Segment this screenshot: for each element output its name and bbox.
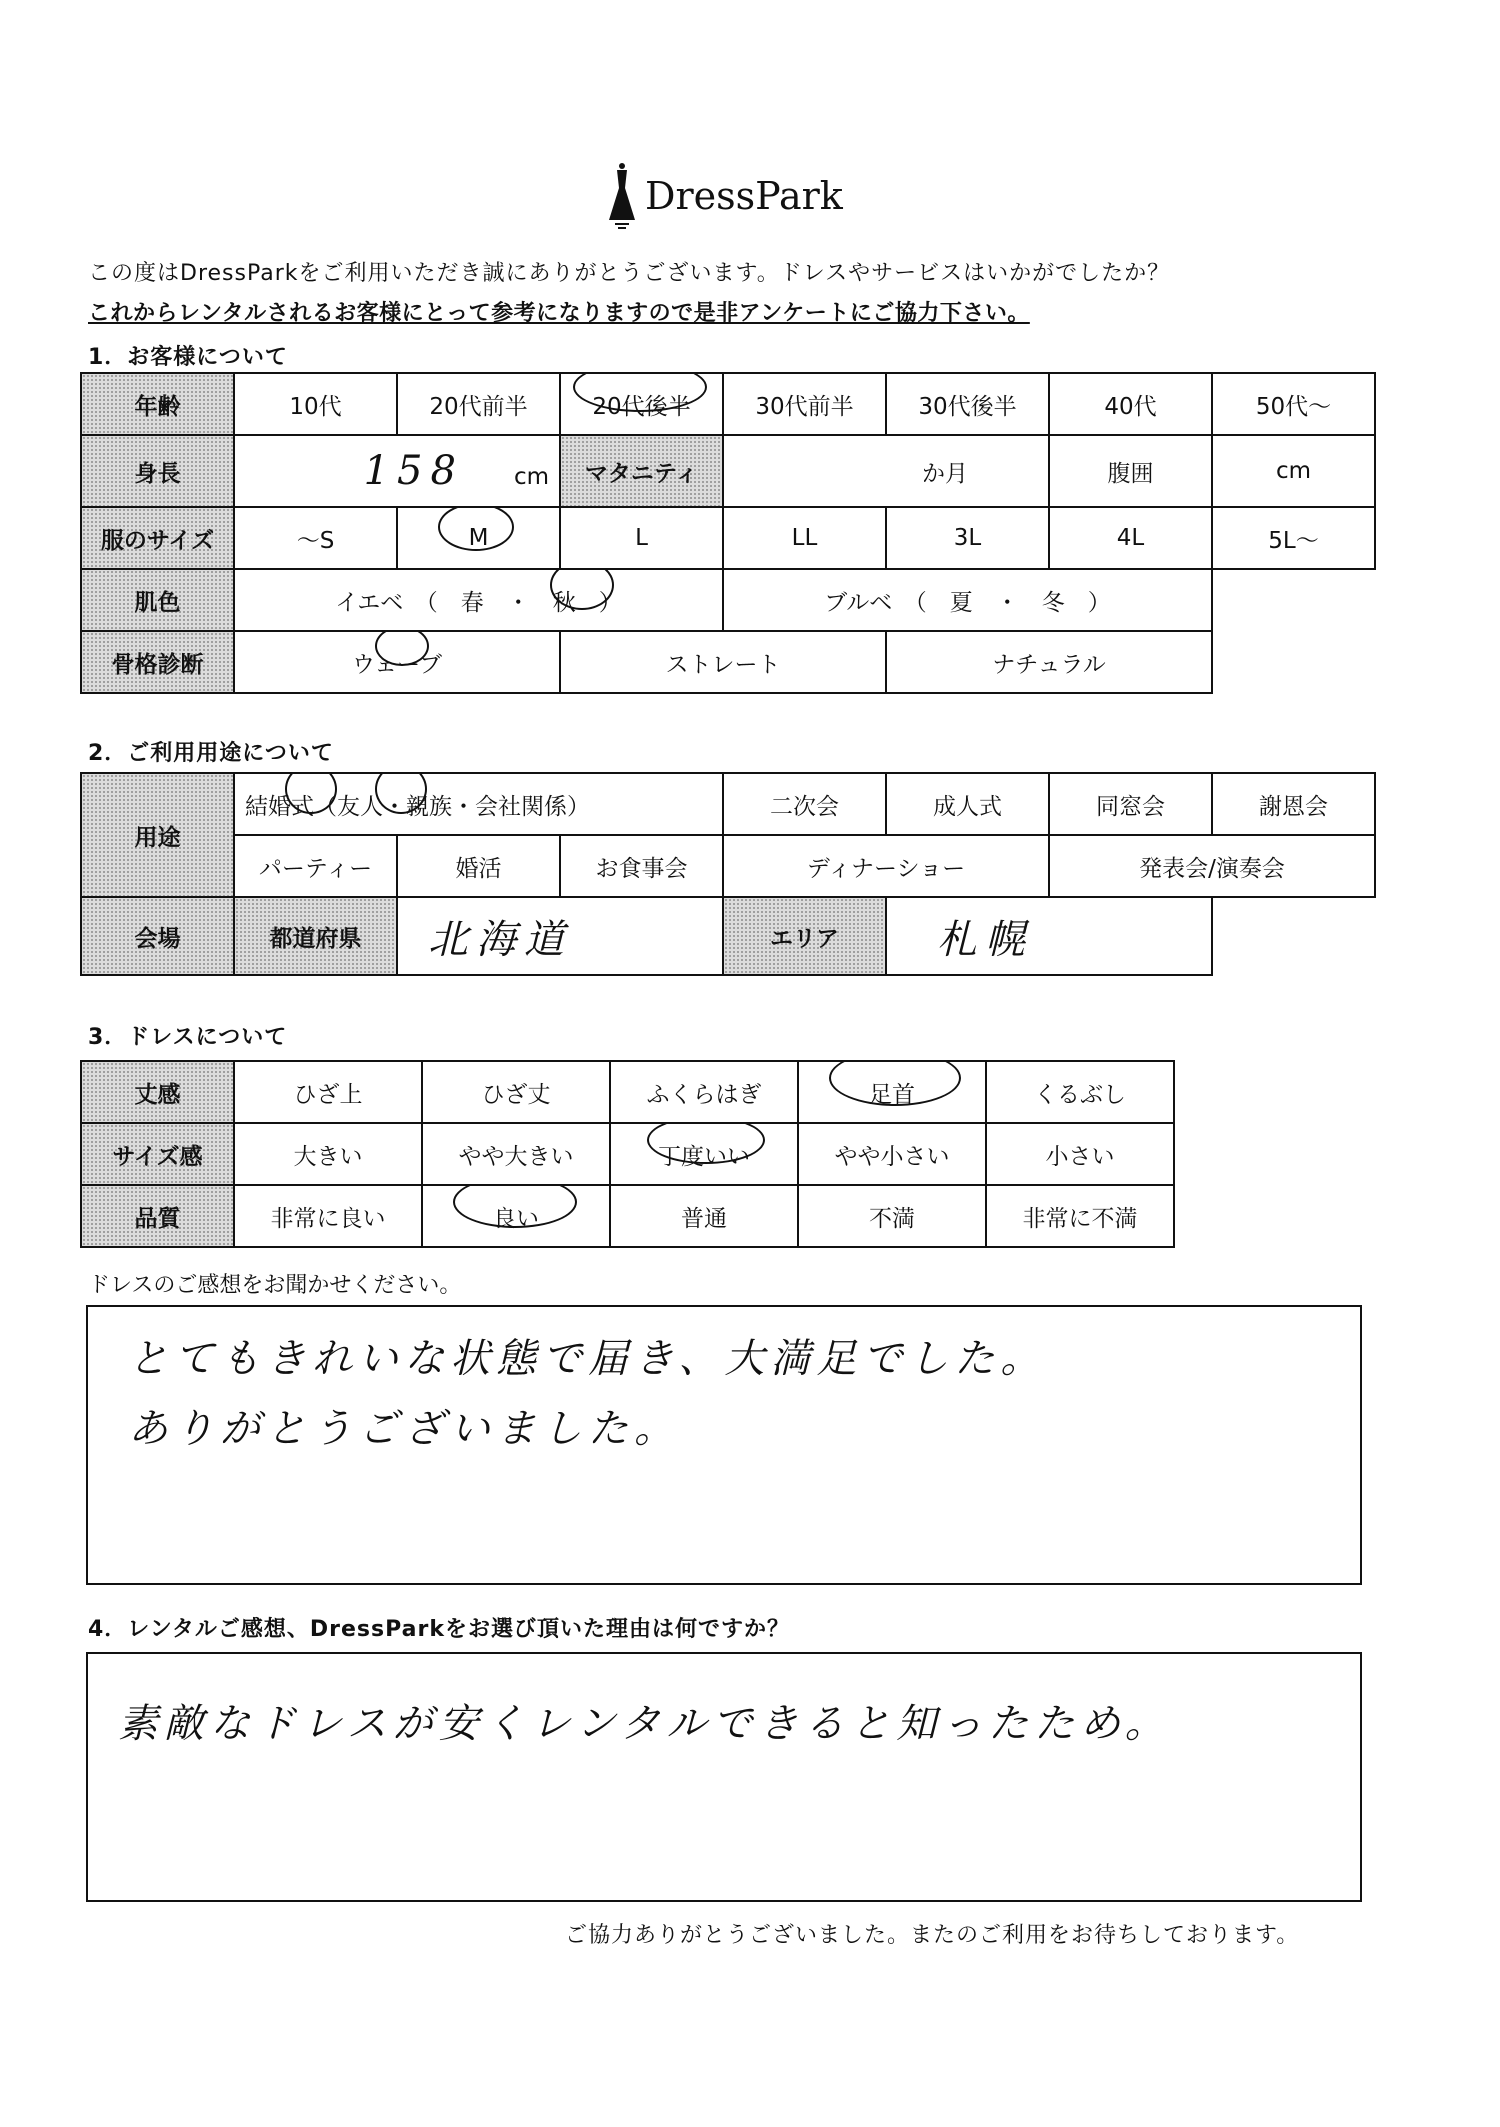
fit-label: サイズ感 [81, 1123, 234, 1185]
age-option[interactable]: 40代 [1049, 373, 1212, 435]
quality-option[interactable]: 非常に良い [234, 1185, 422, 1247]
age-option[interactable]: 50代～ [1212, 373, 1375, 435]
fit-option[interactable]: 小さい [986, 1123, 1174, 1185]
purpose-table [80, 772, 1376, 976]
frame-option-label: ウェーブ [352, 651, 442, 678]
impression-line: とてもきれいな状態で届き、大満足でした。 [128, 1336, 1047, 1382]
prefecture-value: 北海道 [428, 916, 572, 963]
length-option[interactable]: ひざ上 [234, 1061, 422, 1123]
height-row [81, 435, 1375, 507]
size-option[interactable]: L [560, 507, 723, 569]
size-option[interactable]: 3L [886, 507, 1049, 569]
quality-label: 品質 [81, 1185, 234, 1247]
selection-circle [438, 507, 514, 551]
purpose-option[interactable]: 成人式 [886, 773, 1049, 835]
waist-unit: cm [1275, 458, 1312, 484]
intro-text: この度はDressParkをご利用いただき誠にありがとうございます。ドレスやサービスはいかがでしたか？ [88, 261, 1171, 286]
fit-option[interactable]: やや小さい [798, 1123, 986, 1185]
venue-label: 会場 [81, 897, 234, 975]
wedding-option[interactable] [234, 773, 723, 835]
purpose-option[interactable]: パーティー [234, 835, 397, 897]
purpose-option[interactable]: ディナーショー [723, 835, 1049, 897]
age-row [81, 373, 1375, 435]
venue-row [81, 897, 1375, 975]
area-field[interactable] [886, 897, 1212, 975]
quality-option[interactable]: 普通 [610, 1185, 798, 1247]
prefecture-label: 都道府県 [234, 897, 397, 975]
quality-option[interactable]: 不満 [798, 1185, 986, 1247]
size-label: 服のサイズ [81, 507, 234, 569]
skin-blue-option[interactable]: ブルベ （ 夏 ・ 冬 ） [723, 569, 1212, 631]
section4-title: 4．レンタルご感想、DressParkをお選び頂いた理由は何ですか？ [88, 1617, 790, 1642]
maternity-label: マタニティ [560, 435, 723, 507]
age-option[interactable]: 10代 [234, 373, 397, 435]
selection-circle [829, 1061, 961, 1106]
wedding-label: 結婚式（友人・親族・会社関係） [245, 793, 590, 820]
skin-label: 肌色 [81, 569, 234, 631]
purpose-option[interactable]: 二次会 [723, 773, 886, 835]
frame-label: 骨格診断 [81, 631, 234, 693]
reason-box[interactable] [86, 1652, 1362, 1902]
fit-option[interactable]: 大きい [234, 1123, 422, 1185]
purpose-row-1 [81, 773, 1375, 835]
dress-icon [605, 162, 639, 234]
length-option[interactable]: くるぶし [986, 1061, 1174, 1123]
length-option-label: 足首 [869, 1081, 915, 1108]
quality-option-label: 良い [493, 1205, 539, 1232]
fit-row [81, 1123, 1174, 1185]
size-option-selected[interactable] [397, 507, 560, 569]
age-option[interactable]: 30代前半 [723, 373, 886, 435]
section1-title: 1．お客様について [88, 345, 288, 370]
age-option[interactable]: 20代前半 [397, 373, 560, 435]
selection-circle [453, 1185, 577, 1228]
skin-yellow-option[interactable] [234, 569, 723, 631]
section2-title: 2．ご利用用途について [88, 741, 334, 766]
height-unit: cm [513, 464, 549, 490]
length-option-selected[interactable] [798, 1061, 986, 1123]
purpose-label: 用途 [81, 773, 234, 897]
quality-option-selected[interactable] [422, 1185, 610, 1247]
impression-line: ありがとうございました。 [128, 1406, 680, 1452]
dresspark-logo [605, 160, 935, 240]
skin-yellow-label: イエベ （ 春 ・ 秋 ） [335, 589, 622, 616]
length-option[interactable]: ふくらはぎ [610, 1061, 798, 1123]
height-label: 身長 [81, 435, 234, 507]
section3-title: 3．ドレスについて [88, 1025, 288, 1050]
length-label: 丈感 [81, 1061, 234, 1123]
maternity-months-field[interactable] [723, 435, 1049, 507]
size-option[interactable]: ～S [234, 507, 397, 569]
months-unit: か月 [922, 460, 968, 487]
frame-option[interactable]: ナチュラル [886, 631, 1212, 693]
customer-table [80, 372, 1376, 694]
dress-table [80, 1060, 1175, 1248]
age-option-selected[interactable] [560, 373, 723, 435]
quality-row [81, 1185, 1174, 1247]
purpose-option[interactable]: 発表会/演奏会 [1049, 835, 1375, 897]
length-option[interactable]: ひざ丈 [422, 1061, 610, 1123]
frame-option-selected[interactable] [234, 631, 560, 693]
purpose-option[interactable]: 謝恩会 [1212, 773, 1375, 835]
fit-option-selected[interactable] [610, 1123, 798, 1185]
fit-option-label: 丁度いい [658, 1143, 750, 1170]
fit-option[interactable]: やや大きい [422, 1123, 610, 1185]
reason-answer: 素敵なドレスが安くレンタルできると知ったため。 [118, 1701, 1171, 1747]
brand-name: DressPark [645, 174, 843, 218]
prefecture-field[interactable] [397, 897, 723, 975]
frame-option[interactable]: ストレート [560, 631, 886, 693]
size-option[interactable]: 4L [1049, 507, 1212, 569]
purpose-option[interactable]: 婚活 [397, 835, 560, 897]
impression-box[interactable] [86, 1305, 1362, 1585]
size-option[interactable]: LL [723, 507, 886, 569]
quality-option[interactable]: 非常に不満 [986, 1185, 1174, 1247]
size-row [81, 507, 1375, 569]
purpose-row-2 [81, 835, 1375, 897]
purpose-option[interactable]: 同窓会 [1049, 773, 1212, 835]
closing-message: ご協力ありがとうございました。またのご利用をお待ちしております。 [565, 1923, 1300, 1948]
waist-field[interactable] [1212, 435, 1375, 507]
size-option-label: M [468, 525, 489, 551]
impression-prompt: ドレスのご感想をお聞かせください。 [88, 1273, 462, 1298]
purpose-option[interactable]: お食事会 [560, 835, 723, 897]
intro-request: これからレンタルされるお客様にとって参考になりますので是非アンケートにご協力下さい。 [88, 301, 1030, 326]
age-option[interactable]: 30代後半 [886, 373, 1049, 435]
skin-row [81, 569, 1375, 631]
area-label: エリア [723, 897, 886, 975]
size-option[interactable]: 5L～ [1212, 507, 1375, 569]
frame-row [81, 631, 1375, 693]
area-value: 札幌 [937, 916, 1033, 963]
waist-label: 腹囲 [1049, 435, 1212, 507]
age-option-label: 20代後半 [592, 393, 691, 420]
height-field[interactable] [234, 435, 560, 507]
length-row [81, 1061, 1174, 1123]
height-value: 158 [363, 448, 464, 494]
age-label: 年齢 [81, 373, 234, 435]
